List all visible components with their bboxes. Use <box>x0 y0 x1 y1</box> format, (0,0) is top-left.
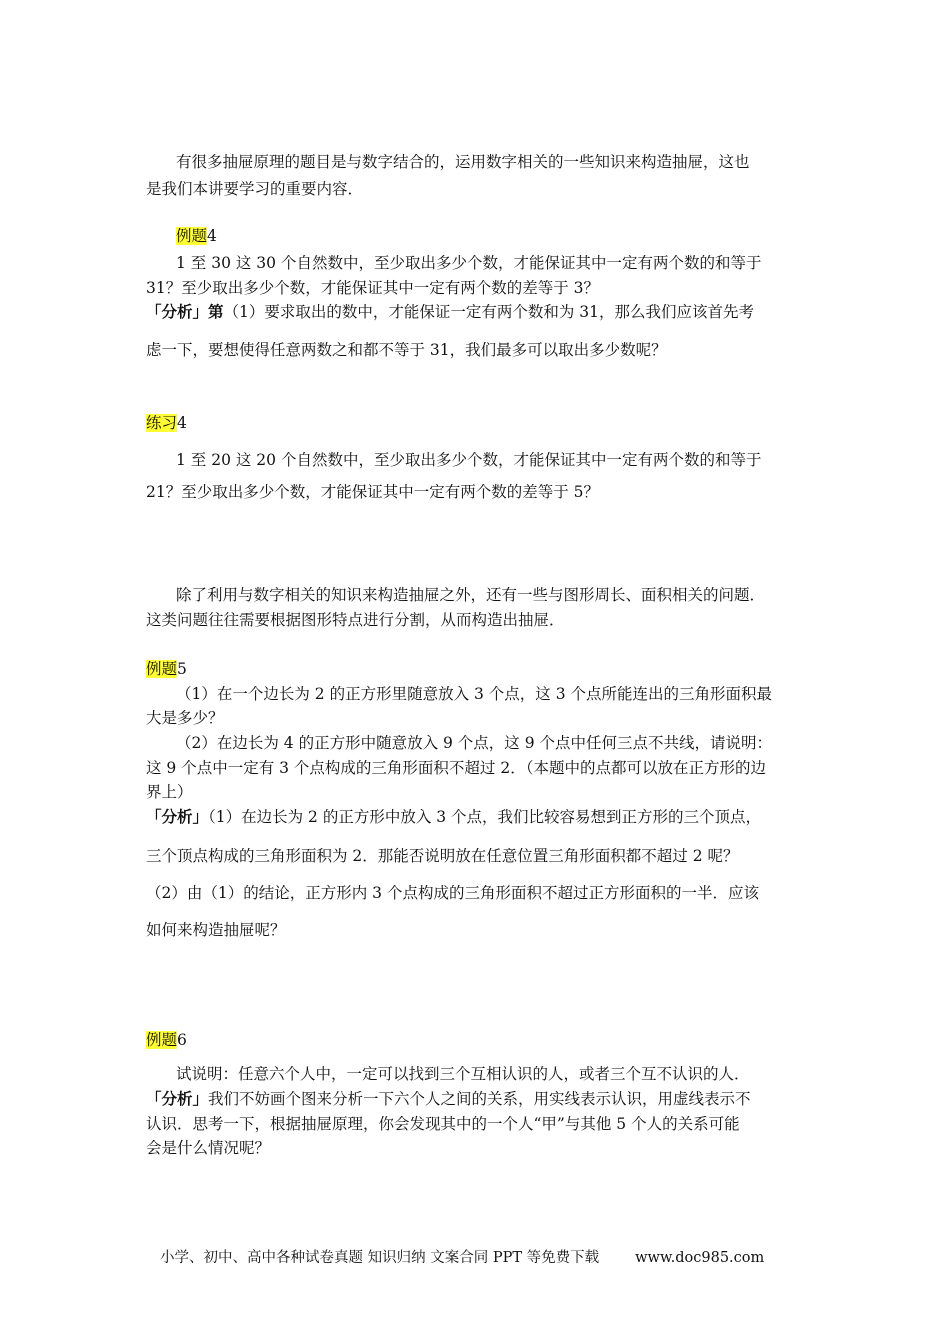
example5-q1-line-2: 大是多少？ <box>146 709 224 727</box>
example6-analysis-line-3: 会是什么情况呢？ <box>146 1139 271 1157</box>
example6-number: 6 <box>177 1031 187 1049</box>
example4-question-line-1: 1 至 30 这 30 个自然数中，至少取出多少个数，才能保证其中一定有两个数的和等于 <box>176 254 762 272</box>
example5-q1-line-1: （1）在一个边长为 2 的正方形里随意放入 3 个点，这 3 个点所能连出的三角形面积最 <box>176 685 773 703</box>
example5-heading <box>146 659 187 679</box>
practice4-question-line-2: 21？至少取出多少个数，才能保证其中一定有两个数的差等于 5？ <box>146 483 600 501</box>
footer-url-link[interactable]: www.doc985.com <box>635 1250 765 1266</box>
example6-question-line-1: 试说明：任意六个人中，一定可以找到三个互相认识的人，或者三个互不认识的人． <box>176 1065 750 1083</box>
example5-q2-line-3: 界上） <box>146 783 193 801</box>
analysis-text: （1）要求取出的数中，才能保证一定有两个数和为 31，那么我们应该首先考 <box>223 303 755 321</box>
analysis-tag: 「分析」 <box>146 807 209 826</box>
example4-question-line-2: 31？至少取出多少个数，才能保证其中一定有两个数的差等于 3？ <box>146 279 600 297</box>
footer-text: 小学、初中、高中各种试卷真题 知识归纳 文案合同 PPT 等免费下载 <box>160 1250 600 1266</box>
intro2-line-1: 除了利用与数字相关的知识来构造抽屉之外，还有一些与图形周长、面积相关的问题． <box>176 586 766 604</box>
example5-number: 5 <box>177 660 187 678</box>
practice4-label: 练习 <box>146 414 178 432</box>
example6-heading <box>146 1030 187 1050</box>
example4-label: 例题 <box>176 227 208 245</box>
example5-q2-line-2: 这 9 个点中一定有 3 个点构成的三角形面积不超过 2．（本题中的点都可以放在正方形的边 <box>146 759 766 777</box>
analysis-tag: 「分析」第 <box>146 302 224 321</box>
example4-analysis-line-1 <box>146 302 754 322</box>
example5-analysis-line-4: 如何来构造抽屉呢？ <box>146 921 286 939</box>
page-footer <box>160 1246 764 1267</box>
analysis-text: （1）在边长为 2 的正方形中放入 3 个点，我们比较容易想到正方形的三个顶点， <box>208 808 762 826</box>
intro1-line-2: 是我们本讲要学习的重要内容． <box>146 180 364 198</box>
example5-analysis-line-1 <box>146 807 761 827</box>
example5-label: 例题 <box>146 660 178 678</box>
intro2-line-2: 这类问题往往需要根据图形特点进行分割，从而构造出抽屉． <box>146 611 565 629</box>
example4-number: 4 <box>207 227 217 245</box>
example5-q2-line-1: （2）在边长为 4 的正方形中随意放入 9 个点，这 9 个点中任何三点不共线，请说明： <box>176 734 773 752</box>
example6-analysis-line-1 <box>146 1089 751 1109</box>
analysis-text: 我们不妨画个图来分析一下六个人之间的关系，用实线表示认识，用虚线表示不 <box>208 1090 751 1108</box>
example4-analysis-line-2: 虑一下，要想使得任意两数之和都不等于 31，我们最多可以取出多少数呢？ <box>146 341 667 359</box>
practice4-number: 4 <box>177 414 187 432</box>
practice4-question-line-1: 1 至 20 这 20 个自然数中，至少取出多少个数，才能保证其中一定有两个数的和等于 <box>176 451 762 469</box>
practice4-heading <box>146 413 187 433</box>
example5-analysis-line-2: 三个顶点构成的三角形面积为 2．那能否说明放在任意位置三角形面积都不超过 2 呢？ <box>146 847 739 865</box>
example6-analysis-line-2: 认识．思考一下，根据抽屉原理，你会发现其中的一个人“甲”与其他 5 个人的关系可能 <box>146 1115 740 1133</box>
intro1-line-1: 有很多抽屉原理的题目是与数字结合的，运用数字相关的一些知识来构造抽屉，这也 <box>176 153 750 171</box>
example6-label: 例题 <box>146 1031 178 1049</box>
example5-analysis-line-3: （2）由（1）的结论，正方形内 3 个点构成的三角形面积不超过正方形面积的一半．应该 <box>146 884 759 902</box>
example4-heading <box>176 226 217 246</box>
analysis-tag: 「分析」 <box>146 1089 209 1108</box>
